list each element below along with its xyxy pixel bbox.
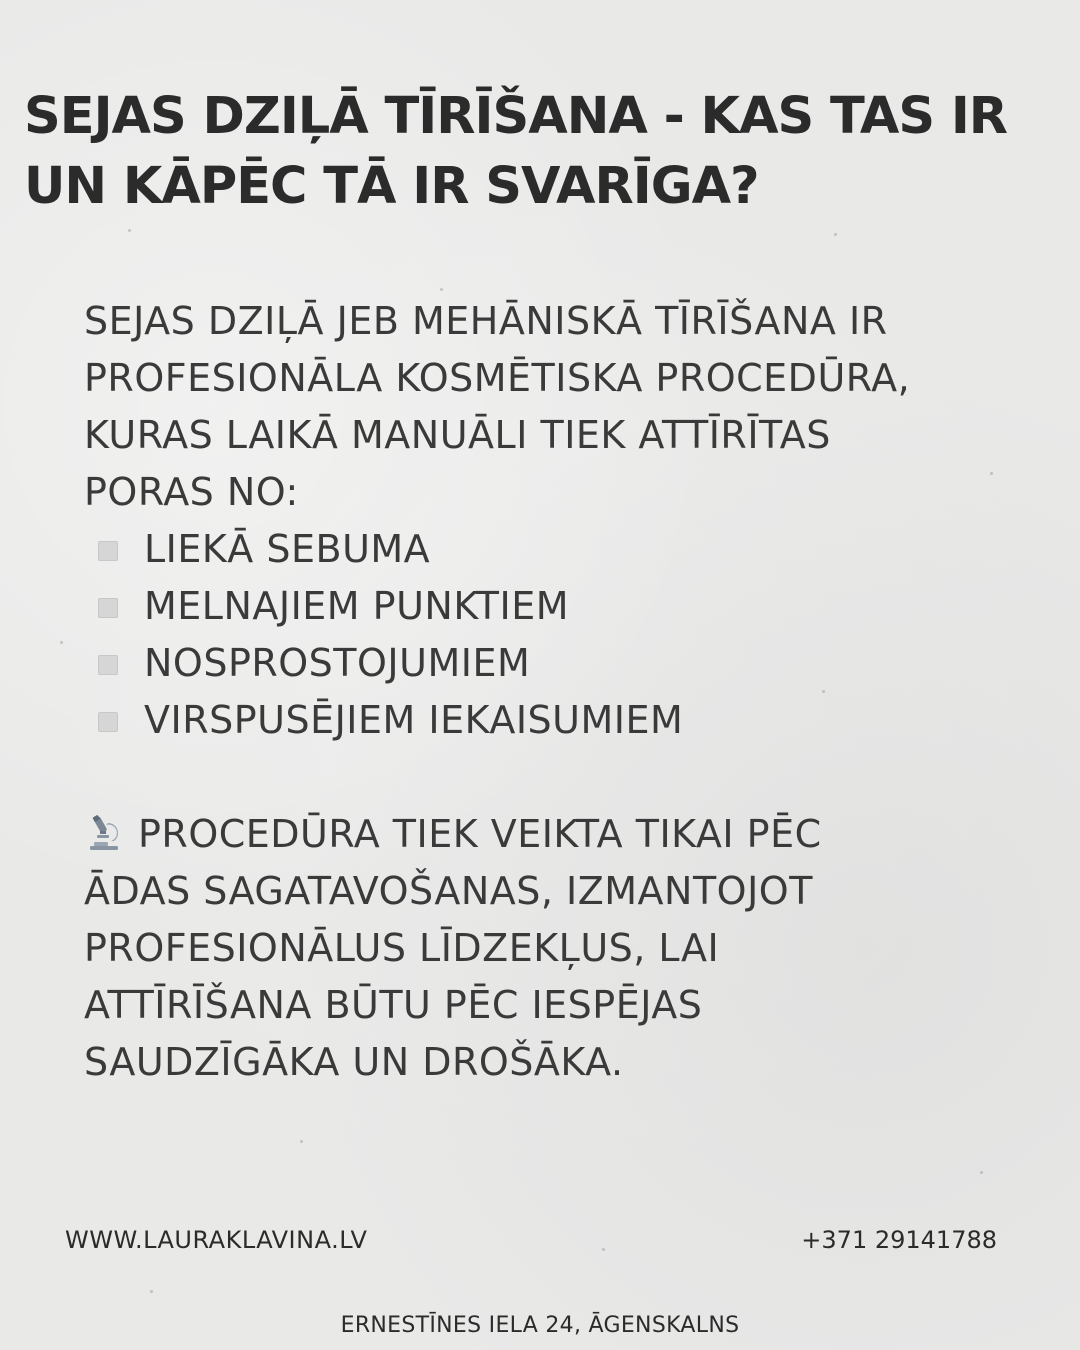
list-item-label: LIEKĀ SEBUMA [144,527,431,571]
procedure-line: ATTĪRĪŠANA BŪTU PĒC IESPĒJAS [84,983,703,1027]
procedure-line: ĀDAS SAGATAVOŠANAS, IZMANTOJOT [84,869,813,913]
list-item [84,521,1044,578]
list-item [84,578,1044,635]
title-line-2: UN KĀPĒC TĀ IR SVARĪGA? [24,157,759,216]
square-bullet-icon [98,598,118,618]
list-item [84,692,1044,749]
square-bullet-icon [98,541,118,561]
list-item-label: MELNAJIEM PUNKTIEM [144,584,570,628]
title-line-1: SEJAS DZIĻĀ TĪRĪŠANA - KAS TAS IR [24,87,1008,146]
procedure-line: PROFESIONĀLUS LĪDZEKĻUS, LAI [84,926,720,970]
square-bullet-icon [98,655,118,675]
intro-paragraph [84,293,1044,521]
procedure-line: SAUDZĪGĀKA UN DROŠĀKA. [84,1040,624,1084]
address: ERNESTĪNES IELA 24, ĀGENSKALNS [340,1313,740,1338]
phone-number[interactable]: +371 29141788 [801,1226,997,1254]
microscope-icon [84,813,124,853]
square-bullet-icon [98,712,118,732]
procedure-paragraph [84,806,1044,1091]
procedure-line [84,806,1044,863]
intro-line: SEJAS DZIĻĀ JEB MEHĀNISKĀ TĪRĪŠANA IR [84,299,888,343]
bullet-list [84,521,1044,749]
intro-line: PROFESIONĀLA KOSMĒTISKA PROCEDŪRA, [84,356,911,400]
list-item-label: VIRSPUSĒJIEM IEKAISUMIEM [144,698,684,742]
list-item-label: NOSPROSTOJUMIEM [144,641,531,685]
page-title [24,82,1064,222]
website-link[interactable]: WWW.LAURAKLAVINA.LV [65,1226,368,1254]
procedure-line-text: PROCEDŪRA TIEK VEIKTA TIKAI PĒC [138,812,822,856]
intro-line: KURAS LAIKĀ MANUĀLI TIEK ATTĪRĪTAS [84,413,831,457]
main-content [84,293,1044,1091]
intro-line: PORAS NO: [84,470,299,514]
spacer [84,749,1044,806]
list-item [84,635,1044,692]
